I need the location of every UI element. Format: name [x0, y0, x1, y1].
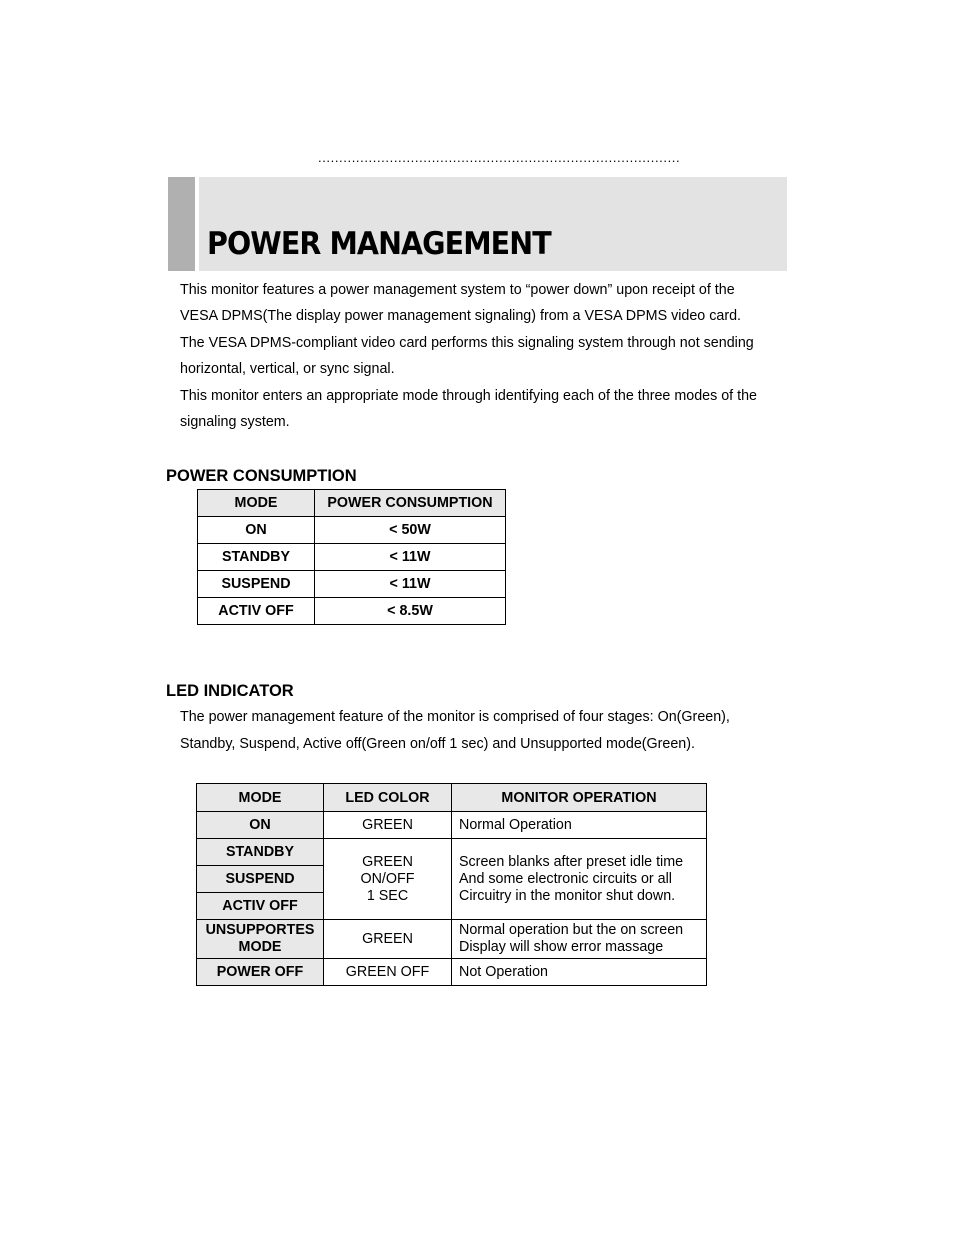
led-indicator-paragraph	[180, 704, 780, 758]
operation-line: Normal operation but the on screen	[459, 922, 684, 938]
operation-line: Display will show error massage	[459, 939, 664, 955]
dotted-rule: ......................................................................................	[318, 151, 681, 165]
led-text-line: The power management feature of the monitor is comprised of four stages: On(Green),	[180, 709, 730, 725]
intro-line: The VESA DPMS-compliant video card performs this signaling system through not sending	[180, 334, 754, 351]
led-color-cell: GREEN	[324, 920, 452, 959]
mode-cell: ON	[197, 812, 324, 839]
column-header: MONITOR OPERATION	[452, 784, 707, 812]
led-color-cell: GREEN OFF	[324, 959, 452, 986]
led-color-cell	[324, 839, 452, 920]
title-accent-gap	[195, 177, 199, 271]
power-consumption-table	[197, 489, 506, 625]
operation-cell: Normal Operation	[452, 812, 707, 839]
mode-cell: SUSPEND	[198, 571, 315, 598]
mode-line: MODE	[238, 939, 282, 955]
column-header: POWER CONSUMPTION	[315, 490, 506, 517]
power-consumption-heading: POWER CONSUMPTION	[166, 467, 357, 485]
operation-cell: Not Operation	[452, 959, 707, 986]
led-color-cell: GREEN	[324, 812, 452, 839]
table-row	[198, 544, 506, 571]
mode-cell: SUSPEND	[197, 866, 324, 893]
table-row	[197, 920, 707, 959]
title-accent-bar	[168, 177, 195, 271]
table-row	[197, 812, 707, 839]
led-color-line: 1 SEC	[366, 887, 409, 904]
operation-line: Circuitry in the monitor shut down.	[459, 887, 676, 904]
table-header-row	[197, 784, 707, 812]
column-header: MODE	[197, 784, 324, 812]
consumption-cell: < 11W	[315, 544, 506, 571]
operation-line: And some electronic circuits or all	[459, 870, 672, 887]
column-header: MODE	[198, 490, 315, 517]
led-indicator-heading: LED INDICATOR	[166, 682, 294, 700]
mode-cell: ACTIV OFF	[198, 598, 315, 625]
consumption-cell: < 50W	[315, 517, 506, 544]
mode-cell	[197, 920, 324, 959]
table-row	[197, 959, 707, 986]
table-header-row	[198, 490, 506, 517]
intro-line: This monitor features a power management system to “power down” upon receipt of the	[180, 282, 735, 298]
consumption-cell: < 8.5W	[315, 598, 506, 625]
intro-line: horizontal, vertical, or sync signal.	[180, 361, 395, 378]
led-indicator-table	[196, 783, 707, 986]
consumption-cell: < 11W	[315, 571, 506, 598]
mode-line: UNSUPPORTES	[205, 922, 315, 938]
table-row	[198, 598, 506, 625]
intro-paragraph	[180, 277, 790, 435]
operation-cell	[452, 839, 707, 920]
mode-cell: ON	[198, 517, 315, 544]
mode-cell: ACTIV OFF	[197, 893, 324, 920]
intro-line: This monitor enters an appropriate mode through identifying each of the three modes of the	[180, 387, 757, 404]
table-row	[198, 571, 506, 598]
table-row	[197, 839, 707, 866]
led-text-line: Standby, Suspend, Active off(Green on/off 1 sec) and Unsupported mode(Green).	[180, 736, 695, 752]
mode-cell: POWER OFF	[197, 959, 324, 986]
led-color-line: ON/OFF	[360, 870, 415, 887]
operation-cell	[452, 920, 707, 959]
led-color-line: GREEN	[362, 853, 413, 870]
page-title: POWER MANAGEMENT	[207, 226, 551, 262]
intro-line: VESA DPMS(The display power management signaling) from a VESA DPMS video card.	[180, 308, 742, 325]
mode-cell: STANDBY	[197, 839, 324, 866]
column-header: LED COLOR	[324, 784, 452, 812]
table-row	[198, 517, 506, 544]
operation-line: Screen blanks after preset idle time	[459, 853, 684, 870]
intro-line: signaling system.	[180, 414, 290, 431]
mode-cell: STANDBY	[198, 544, 315, 571]
